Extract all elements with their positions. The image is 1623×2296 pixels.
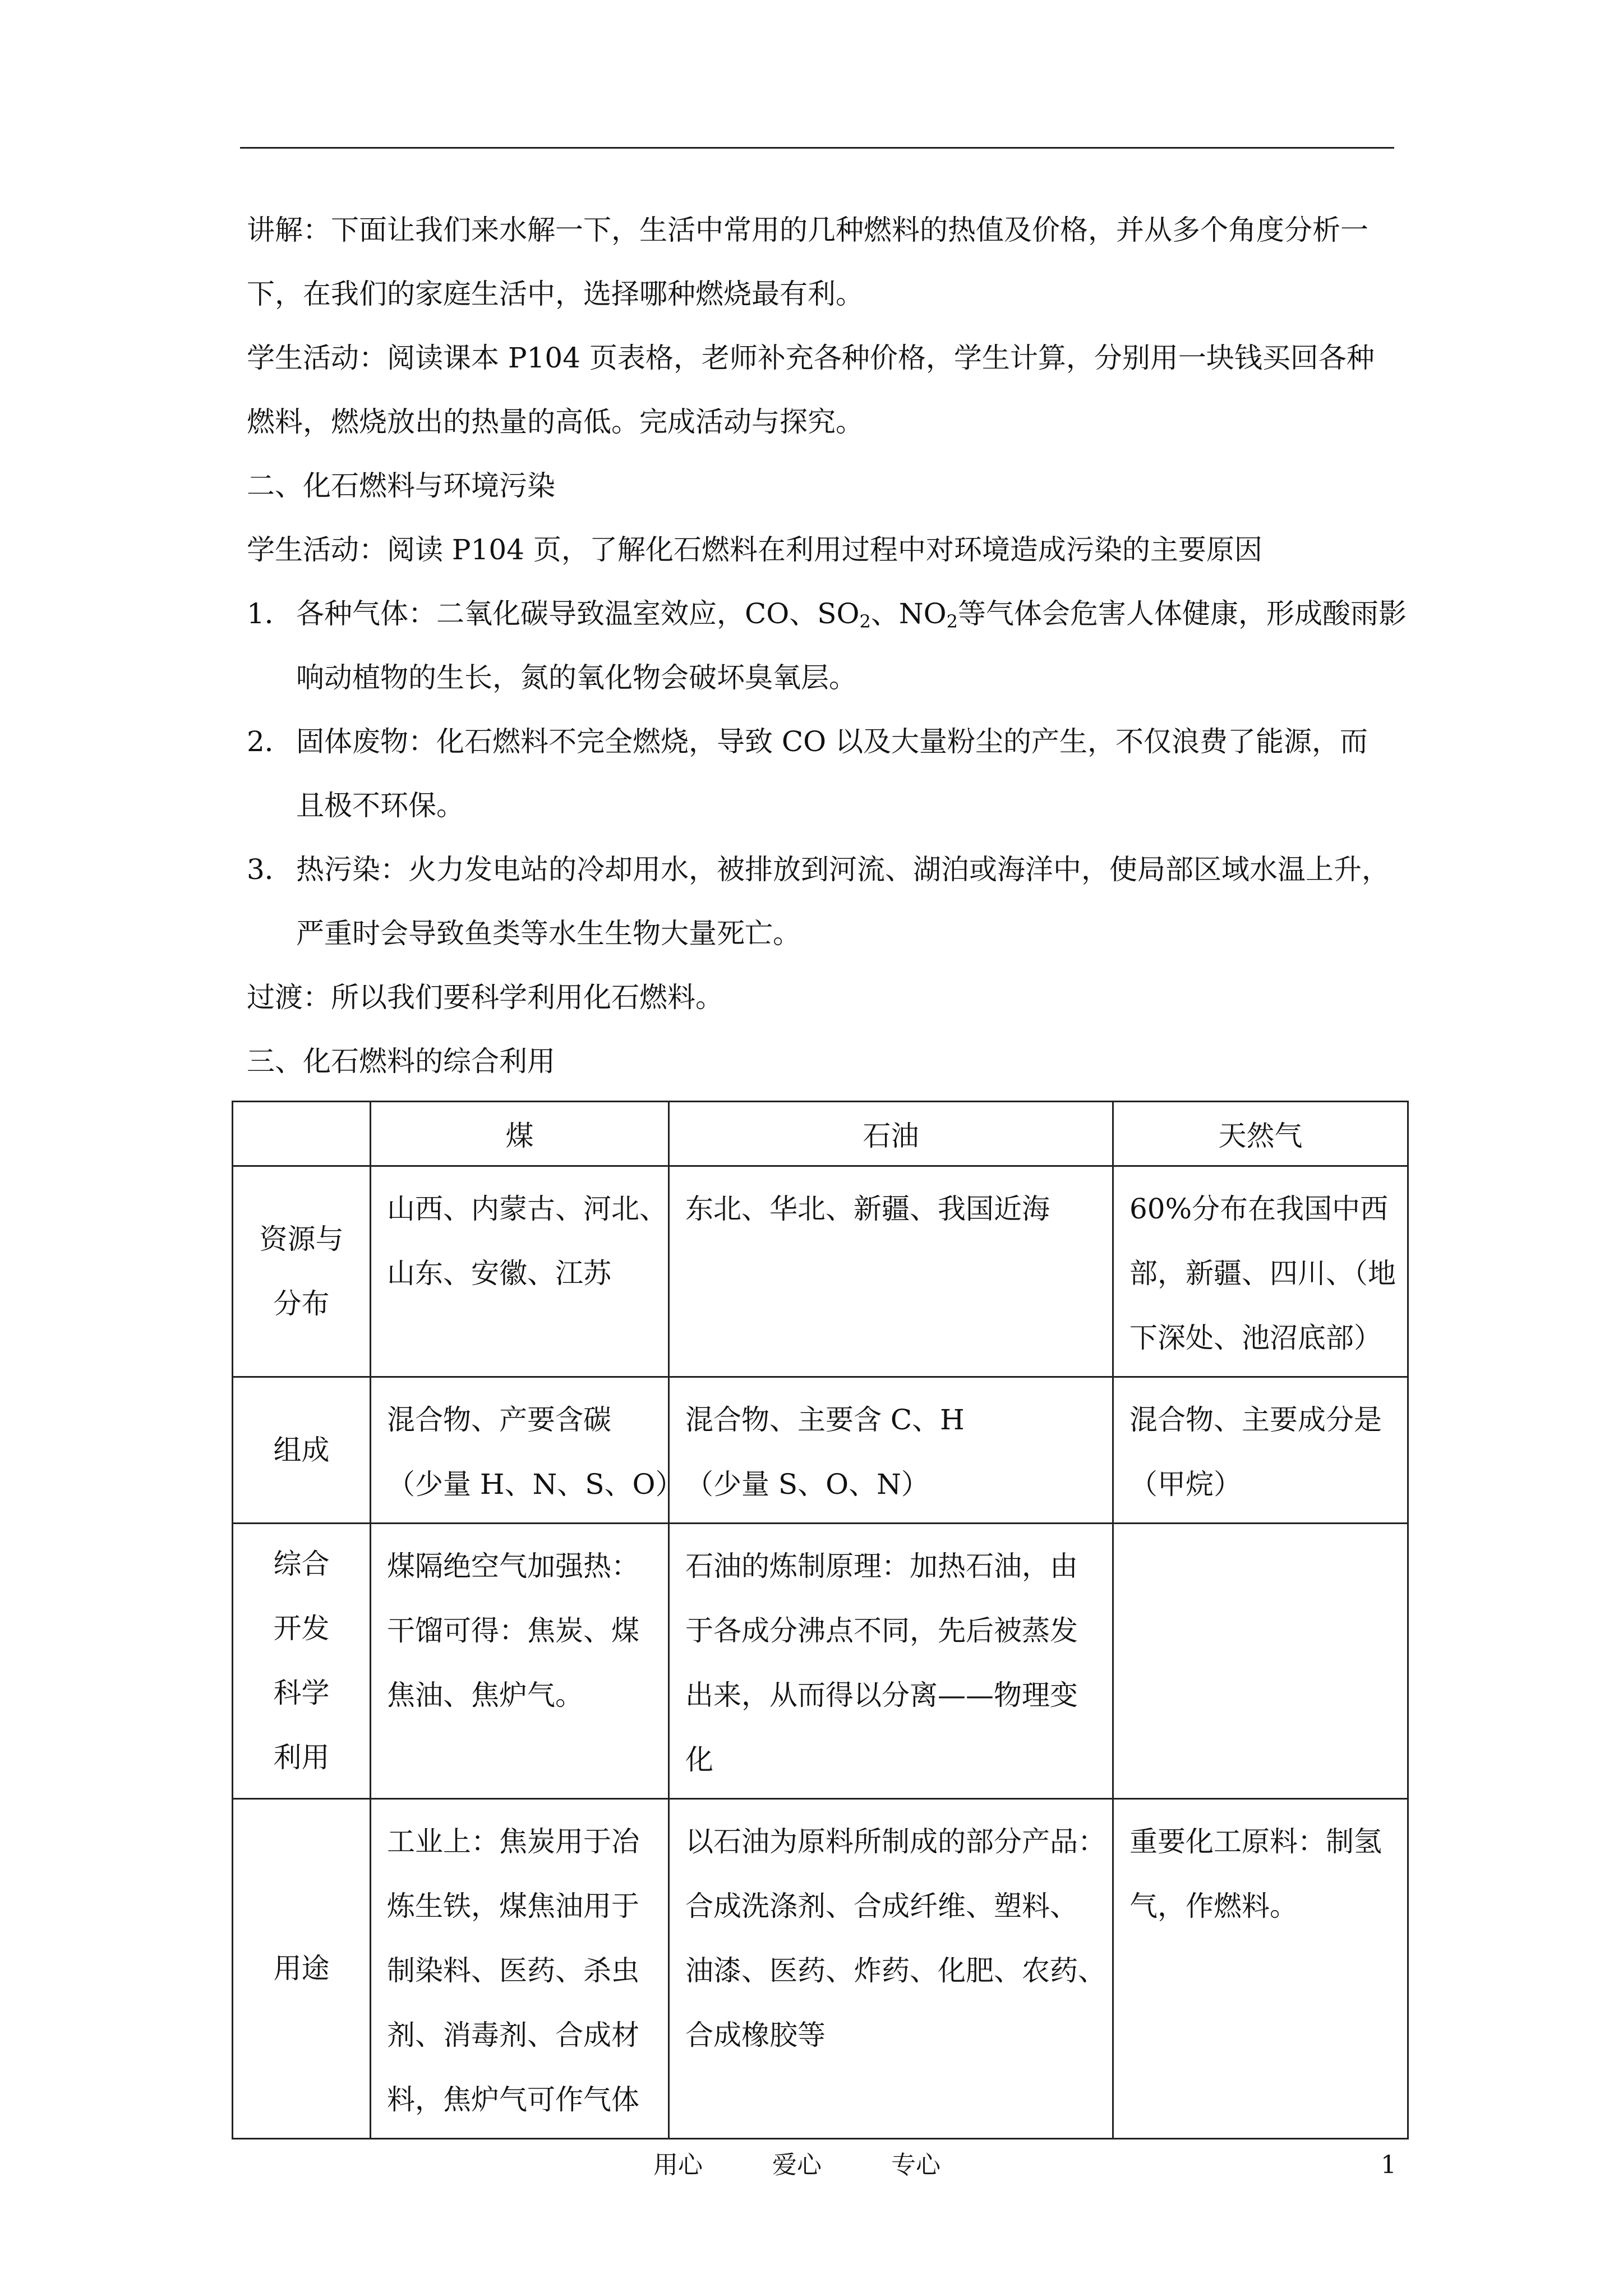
cell-oil-distribution: 东北、华北、新疆、我国近海 bbox=[669, 1166, 1113, 1377]
table-row-uses bbox=[233, 1799, 1408, 2139]
list-item-2-text: 固体废物：化石燃料不完全燃烧，导致 CO 以及大量粉尘的产生，不仅浪费了能源，而 bbox=[296, 725, 1368, 758]
transition-text: 过渡：所以我们要科学利用化石燃料。 bbox=[247, 981, 723, 1014]
cell-gas-distribution: 60%分布在我国中西 部，新疆、四川、（地 下深处、池沼底部） bbox=[1113, 1166, 1408, 1377]
paragraph-activity-line2: 燃料，燃烧放出的热量的高低。完成活动与探究。 bbox=[247, 406, 864, 438]
list-item-3-text: 热污染：火力发电站的冷却用水，被排放到河流、湖泊或海洋中，使局部区域水温上升， bbox=[296, 853, 1390, 886]
fossil-fuel-table bbox=[232, 1101, 1409, 2139]
row-label-development: 综合 开发 科学 利用 bbox=[233, 1524, 371, 1799]
cell-coal-composition: 混合物、产要含碳 （少量 H、N、S、O） bbox=[371, 1377, 669, 1524]
cell-gas-composition: 混合物、主要成分是 （甲烷） bbox=[1113, 1377, 1408, 1524]
row-label-uses: 用途 bbox=[233, 1799, 371, 2139]
paragraph-activity-line1: 学生活动：阅读课本 P104 页表格，老师补充各种价格，学生计算，分别用一块钱买回各种 bbox=[247, 342, 1375, 374]
table-header-gas: 天然气 bbox=[1113, 1102, 1408, 1166]
page-number: 1 bbox=[1381, 2151, 1396, 2179]
paragraph-activity-2: 学生活动：阅读 P104 页，了解化石燃料在利用过程中对环境造成污染的主要原因 bbox=[247, 533, 1262, 566]
table-row-development bbox=[233, 1524, 1408, 1799]
paragraph-lecture-line1: 讲解：下面让我们来水解一下，生活中常用的几种燃料的热值及价格，并从多个角度分析一 bbox=[247, 214, 1368, 246]
table-header-row bbox=[233, 1102, 1408, 1166]
cell-oil-uses: 以石油为原料所制成的部分产品： 合成洗涤剂、合成纤维、塑料、 油漆、医药、炸药、化肥、农药、 合成橡胶等 bbox=[669, 1799, 1113, 2139]
list-item-1-number: 1． bbox=[247, 597, 293, 630]
list-item-2-number: 2． bbox=[247, 725, 293, 758]
list-item-1-continuation: 响动植物的生长，氮的氧化物会破坏臭氧层。 bbox=[296, 661, 857, 694]
row-label-composition: 组成 bbox=[233, 1377, 371, 1524]
cell-coal-development: 煤隔绝空气加强热： 干馏可得：焦炭、煤 焦油、焦炉气。 bbox=[371, 1524, 669, 1799]
table-header-coal: 煤 bbox=[371, 1102, 669, 1166]
footer-slogan: 用心 爱心 专心 bbox=[653, 2151, 940, 2179]
header-rule bbox=[240, 147, 1394, 149]
cell-gas-development bbox=[1113, 1524, 1408, 1799]
cell-oil-development: 石油的炼制原理：加热石油，由 于各成分沸点不同，先后被蒸发 出来，从而得以分离——物理变 化 bbox=[669, 1524, 1113, 1799]
table-header-oil: 石油 bbox=[669, 1102, 1113, 1166]
cell-coal-uses: 工业上：焦炭用于冶 炼生铁，煤焦油用于 制染料、医药、杀虫 剂、消毒剂、合成材 料，焦炉气可作气体 bbox=[371, 1799, 669, 2139]
table-row-composition bbox=[233, 1377, 1408, 1524]
cell-oil-composition: 混合物、主要含 C、H （少量 S、O、N） bbox=[669, 1377, 1113, 1524]
section-heading-3: 三、化石燃料的综合利用 bbox=[247, 1045, 555, 1078]
list-item-2-continuation: 且极不环保。 bbox=[296, 789, 464, 822]
section-heading-2: 二、化石燃料与环境污染 bbox=[247, 470, 555, 502]
cell-coal-distribution: 山西、内蒙古、河北、 山东、安徽、江苏 bbox=[371, 1166, 669, 1377]
table-header-blank bbox=[233, 1102, 371, 1166]
row-label-distribution: 资源与 分布 bbox=[233, 1166, 371, 1377]
cell-gas-uses: 重要化工原料：制氢 气，作燃料。 bbox=[1113, 1799, 1408, 2139]
list-item-1-text: 各种气体：二氧化碳导致温室效应，CO、$SO_2$、$NO_2$等气体会危害人体健康，形成酸雨影 bbox=[296, 597, 1407, 632]
paragraph-lecture-line2: 下，在我们的家庭生活中，选择哪种燃烧最有利。 bbox=[247, 278, 864, 310]
list-item-3-number: 3． bbox=[247, 853, 293, 886]
table-row-distribution bbox=[233, 1166, 1408, 1377]
list-item-3-continuation: 严重时会导致鱼类等水生生物大量死亡。 bbox=[296, 917, 801, 950]
